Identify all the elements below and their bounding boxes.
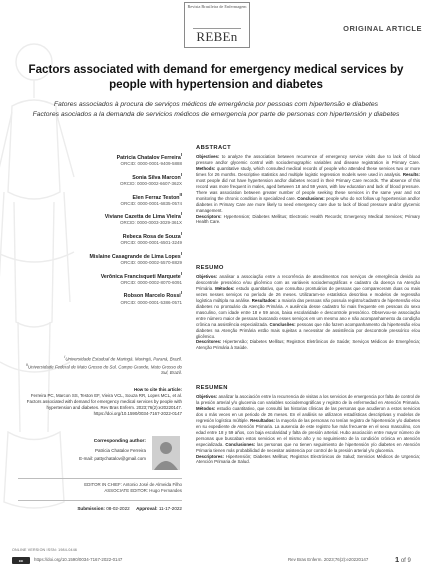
author-entry bbox=[18, 231, 182, 246]
resumen-segment: la mayoría de las personas no tenían registro de hipertensión y/o diabetes en su expediente de Atención Primaria. La ausencia de este registro fue más frecuente en el sexo masculino, con edad entre 18 y 59 años, con baja escolaridad y falta de presión arterial. Hubo asociación entre mayor número de personas que buscaban estos servicios en el mismo año y no seguimiento de la condición crónica en atención especializada. bbox=[196, 417, 421, 447]
resumo-descriptors: Hipertensão; Diabetes Mellitus; Registros Eletrônicos de Saúde; Serviços Médicos de Emergência; Atenção Primária à Saúde. bbox=[196, 339, 420, 351]
abstract-text bbox=[196, 154, 420, 225]
page-current: 1 bbox=[395, 555, 400, 564]
journal-logo bbox=[184, 2, 250, 48]
author-affiliation-mark: I bbox=[180, 250, 182, 256]
doi-link[interactable]: https://doi.org/10.1590/0034-7167-2022-0147 bbox=[34, 557, 123, 562]
resumo-segment: a maioria das pessoas não possuía registro/cadastro de hipertensão e/ou diabetes no prontuário da Atenção Primária. A ausência desse cadastro foi mais frequente em pessoas do sexo masculino, com idade entre 18 e 59 anos, baixa escolaridade e descontrole pressórico. Observou-se associação entre número maior de pessoas buscando esses serviços em um mesmo ano e não acompanhamento da condição crônica na assistência especializada. bbox=[196, 297, 420, 327]
author-affiliation-mark: I bbox=[180, 171, 182, 177]
author-photo bbox=[152, 436, 180, 470]
resumo-descriptors-label: Descritores: bbox=[196, 339, 222, 345]
author-name: Robson Marcelo Rossi$^I$ bbox=[123, 290, 182, 300]
author-entry bbox=[18, 271, 182, 286]
journal-citation: Rev Bras Enferm. 2023;76(2):e20220147 bbox=[288, 557, 369, 562]
author-orcid[interactable]: ORCID: 0000-0003-3029-361X bbox=[119, 220, 182, 226]
abstract-descriptors-label: Descriptors: bbox=[196, 213, 222, 219]
resumo-text bbox=[196, 274, 420, 351]
issn: ONLINE VERSION ISSN: 1984-0446 bbox=[12, 548, 78, 552]
abstract-label: Results: bbox=[402, 171, 420, 177]
abstract-segment: quantitative study, which consulted medical records of people who attended these services two or more times for 26 months. Descriptive statistics and multiple logistic regression models were used in analysis. bbox=[196, 165, 420, 177]
editors bbox=[18, 482, 182, 494]
author-entry bbox=[18, 251, 182, 266]
submission-dates bbox=[18, 506, 182, 511]
author-name: Patricia Chatalov Ferreira$^I$ bbox=[116, 152, 182, 161]
resumo-segment: estudo quantitativo, que consultou prontuários de pessoas que compareceram duas ou mais vezes nesses serviços no período de 26 meses. Utilizaram-se estatística descritiva e modelos de regressão logística múltipla na análise. bbox=[196, 285, 420, 303]
author-orcid[interactable]: ORCID: 0000-0002-6607-362X bbox=[119, 180, 182, 186]
corresponding-author-email[interactable]: E-mail: pattychatalov@gmail.com bbox=[79, 456, 146, 461]
abstract-segment: to analyze the association between recurrence of emergency service visits due to lack of blood pressure and/or glycemic control with sociodemographic variables and disease registration in Primary Care. bbox=[196, 154, 420, 165]
author-name: Mislaine Casagrande de Lima Lopes$^I$ bbox=[89, 250, 182, 260]
abstract-label: Objectives: bbox=[196, 154, 220, 159]
affiliation-item: $^{II}$Universidade Federal de Mato Grosso do Sul. Campo Grande, Mato Grosso do Sul, Brazil. bbox=[25, 363, 182, 376]
author-entry bbox=[18, 192, 182, 207]
resumen-label: Métodos: bbox=[196, 405, 216, 411]
divider bbox=[18, 500, 182, 501]
editor-in-chief: EDITOR IN CHIEF: Antonio José de Almeida Filho bbox=[84, 482, 182, 487]
resumo-label: Objetivos: bbox=[196, 274, 218, 279]
resumo-label: Resultados: bbox=[251, 297, 277, 303]
author-name: Verônica Francisqueti Marquete$^I$ bbox=[100, 270, 182, 280]
author-name: Elen Ferraz Teston$^{II}$ bbox=[132, 191, 182, 201]
resumen-heading: RESUMEN bbox=[196, 385, 228, 391]
author-affiliation-mark: I bbox=[180, 231, 182, 237]
resumo-heading: RESUMO bbox=[196, 265, 224, 271]
abstract-segment: most people did not have hypertension and/or diabetes record in their Primary Care records. The absence of this record was more frequent in males, aged between 18 and 59 years, with low education and lack of blood pressure. There was association between greater number of people seeking these services in the same year and not monitoring the chronic condition in specialized care. bbox=[196, 177, 420, 201]
person-icon bbox=[152, 436, 180, 470]
journal-logo-acronym: REBEn bbox=[196, 29, 238, 44]
resumen-segment: estudio cuantitativo, que consultó las historias clínicas de las personas que acudieron a estos servicios dos o más veces en un periodo de 26 meses. En el análisis se utilizaron estadísticas descriptivas y modelos de regresión logística múltiple. bbox=[196, 405, 420, 423]
submission-date: 08-02-2022 bbox=[106, 506, 130, 511]
author-orcid[interactable]: ORCID: 0000-0001-5386-0571 bbox=[120, 299, 182, 305]
resumen-descriptors-label: Descriptores: bbox=[196, 453, 225, 459]
author-orcid[interactable]: ORCID: 0000-0001-6835-0574 bbox=[120, 200, 182, 206]
author-name: Sonia Silva Marcon$^I$ bbox=[132, 171, 182, 181]
how-to-cite-text: Ferreira PC, Marcon SS, Teston EF, Vieira VCL, Souza RR, Lopes MCL, et al. Factors associated with demand for emergency medical services by people with hypertension and diabetes. Rev Bras Enferm. 2023;76(2):e20220147. https://doi.org/10.1590/0034-7167-2022-0147 bbox=[26, 392, 182, 416]
abstract-label: Conclusions: bbox=[297, 195, 325, 201]
abstract-label: Methods: bbox=[196, 165, 216, 171]
abstract-descriptors: Hypertension; Diabetes Mellitus; Electronic Health Records; Emergency Medical Services; Primary Health Care. bbox=[196, 213, 420, 225]
resumen-label: Resultados: bbox=[250, 417, 275, 423]
resumen-text bbox=[196, 394, 420, 465]
associate-editor: ASSOCIATE EDITOR: Hugo Fernandes bbox=[104, 488, 182, 493]
author-affiliation-mark: I bbox=[180, 152, 182, 157]
journal-logo-name: Revista Brasileira de Enfermagem bbox=[187, 4, 247, 9]
article-type: ORIGINAL ARTICLE bbox=[343, 24, 422, 33]
author-orcid[interactable]: ORCID: 0000-0001-6501-3249 bbox=[120, 240, 182, 246]
author-entry bbox=[18, 290, 182, 305]
author-affiliation-mark: I bbox=[180, 290, 182, 296]
page-total: of 9 bbox=[400, 558, 411, 564]
submission-label: Submission: bbox=[77, 506, 105, 511]
author-entry bbox=[18, 172, 182, 187]
corresponding-author bbox=[60, 436, 180, 474]
resumo-segment: analisar a associação entre a recorrência de atendimentos nos serviços de emergência devido ao descontrole pressórico e/ou glicêmico com as variáveis sociodemográficas e cadastro da doença na Atenção Primária. bbox=[196, 274, 420, 291]
resumen-label: Objetivos: bbox=[196, 394, 218, 399]
how-to-cite-heading: How to cite this article: bbox=[133, 387, 182, 392]
resumen-label: Conclusiones: bbox=[225, 441, 256, 447]
alternate-titles bbox=[14, 100, 418, 120]
author-orcid[interactable]: ORCID: 0000-0002-8070-6091 bbox=[120, 279, 182, 285]
author-name: Viviane Cazetta de Lima Vieira$^I$ bbox=[104, 211, 182, 221]
resumo-label: Conclusões: bbox=[269, 321, 296, 327]
resumen-segment: analizar la asociación entre la recurrencia de visitas a los servicios de emergencia por falta de control de la presión arterial y/o glucemia con variables sociodemográficas y registro de la enfermedad en Atención Primaria. bbox=[196, 394, 420, 405]
how-to-cite bbox=[18, 387, 182, 417]
resumo-label: Métodos: bbox=[215, 285, 235, 291]
article-title: Factors associated with demand for emergency medical services by people with hypertension and diabetes bbox=[28, 63, 404, 91]
author-affiliation-mark: I bbox=[180, 270, 182, 276]
author-entry bbox=[18, 152, 182, 167]
author-list bbox=[18, 152, 182, 310]
page-number bbox=[395, 555, 411, 564]
abstract-segment: people who do not follow up hypertension and/or diabetes in Primary Care are more likely to need emergency care due to lack of blood pressure and/or glycemic management. bbox=[196, 195, 420, 213]
license-badge[interactable]: cc bbox=[12, 557, 30, 564]
title-spanish: Factores asociados a la demanda de servicios médicos de emergencia por parte de personas con hipertensión y diabetes bbox=[32, 111, 400, 118]
resumen-descriptors: Hipertensión; Diabetes Mellitus; Registros Electrónicos de Salud; Servicios Médicos de Urgencia; Atención Primaria de Salud. bbox=[196, 453, 420, 465]
affiliation-item: $^I$Universidade Estadual de Maringá. Maringá, Paraná, Brazil. bbox=[64, 355, 182, 362]
author-entry bbox=[18, 211, 182, 226]
resumo-segment: pessoas que não fazem acompanhamento da hipertensão e/ou diabetes na Atenção Primária estão mais sujeitas a necessitar de assistência por descontrole pressórico e/ou glicêmico. bbox=[196, 321, 420, 339]
abstract-heading: ABSTRACT bbox=[196, 145, 232, 151]
author-orcid[interactable]: ORCID: 0000-0001-9409-5888 bbox=[120, 161, 182, 167]
author-affiliation-mark: I bbox=[180, 211, 182, 217]
divider bbox=[18, 478, 182, 479]
author-orcid[interactable]: ORCID: 0000-0002-5570-8829 bbox=[120, 260, 182, 265]
corresponding-author-name: Patricia Chatalov Ferreira bbox=[94, 448, 146, 453]
author-affiliation-mark: II bbox=[179, 191, 182, 197]
approval-date: 11-17-2022 bbox=[158, 506, 182, 511]
corresponding-author-heading: Corresponding author: bbox=[93, 439, 146, 444]
author-name: Rebeca Rosa de Souza$^I$ bbox=[122, 231, 182, 240]
approval-label: Approval: bbox=[136, 506, 158, 511]
affiliations bbox=[18, 355, 182, 377]
resumen-segment: las personas que no tienen seguimiento de hipertensión y/o diabetes en Atención Primaria tienen más probabilidad de necesitar asistencia por control de la presión arterial y/o glucemia. bbox=[196, 441, 420, 453]
title-portuguese: Fatores associados à procura de serviços médicos de emergência por pessoas com hipertensão e diabetes bbox=[53, 101, 379, 108]
